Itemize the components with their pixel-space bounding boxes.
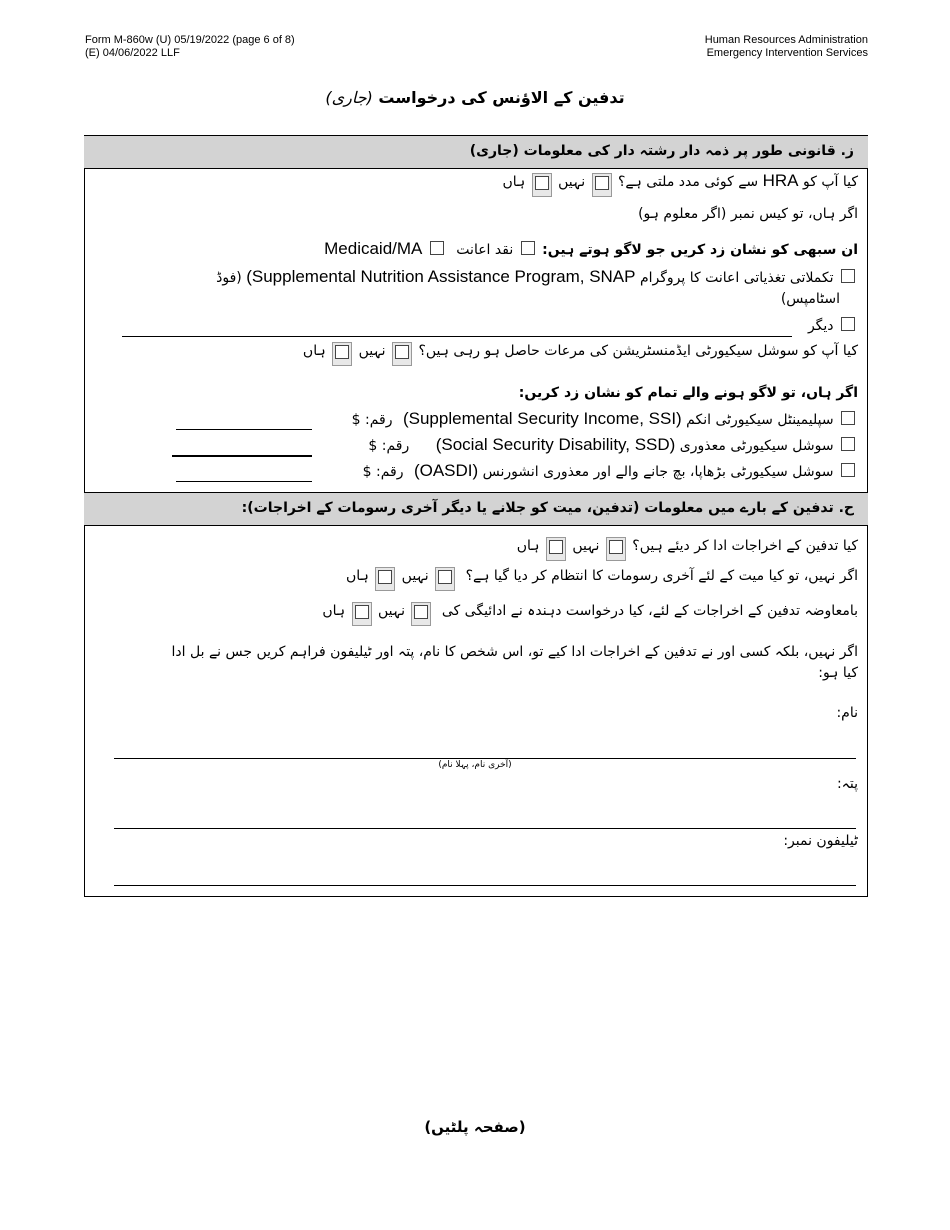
hra-yes-label: ہاں xyxy=(502,174,526,190)
arrangements-no-label: نہیں xyxy=(401,568,429,584)
ssa-no-label: نہیں xyxy=(358,343,386,359)
snap-row xyxy=(216,268,858,287)
section-h-heading xyxy=(84,492,868,526)
burial-paid-text: کیا تدفین کے اخراجات ادا کر دیئے ہیں؟ xyxy=(632,538,858,554)
phone-label: ٹیلیفون نمبر: xyxy=(783,833,858,849)
agency-name: Human Resources Administration xyxy=(704,34,868,46)
hra-no-checkbox[interactable] xyxy=(592,173,612,197)
section-h-title: ح. تدفین کے بارے میں معلومات (تدفین، میت کو جلانے یا دیگر آخری رسومات کے اخراجات): xyxy=(241,500,854,516)
section-z-heading xyxy=(84,135,868,169)
snap-label-line2: اسٹامپس) xyxy=(780,291,840,307)
turn-page-note: (صفحہ پلٹیں) xyxy=(424,1118,526,1136)
ssi-amount-line[interactable] xyxy=(176,429,312,430)
snap-label-food: (فوڈ xyxy=(216,270,242,286)
ssa-no-checkbox[interactable] xyxy=(392,342,412,366)
cash-assistance-label: نقد اعانت xyxy=(456,242,514,258)
benefits-row xyxy=(324,240,858,259)
other-input-line[interactable] xyxy=(122,336,792,337)
hra-q-text-b: سے کوئی مدد ملتی ہے؟ xyxy=(618,174,759,190)
snap-checkbox[interactable] xyxy=(841,269,855,283)
ssa-q-text: کیا آپ کو سوشل سیکیورٹی ایڈمنسٹریشن کی مرعات حاصل ہو رہی ہیں؟ xyxy=(418,343,858,359)
oasdi-label-english: (OASDI) xyxy=(413,461,479,480)
applicant-paid-text: بامعاوضہ تدفین کے اخراجات کے لئے، کیا درخواست دہندہ نے ادائیگی کی xyxy=(441,603,858,619)
medicaid-checkbox[interactable] xyxy=(430,241,444,255)
burial-paid-question xyxy=(517,537,858,561)
arrangements-question xyxy=(346,567,858,591)
ssd-amount-line[interactable] xyxy=(172,455,312,457)
arrangements-yes-checkbox[interactable] xyxy=(375,567,395,591)
title-main: تدفین کے الاؤنس کی درخواست xyxy=(378,88,625,107)
arrangements-no-checkbox[interactable] xyxy=(435,567,455,591)
ssd-label-english: (Social Security Disability, SSD) xyxy=(435,435,676,454)
arrangements-text: اگر نہیں، تو کیا میت کے لئے آخری رسومات کا انتظام کر دیا گیا ہے؟ xyxy=(465,568,858,584)
other-payer-instructions-2: کیا ہو: xyxy=(818,665,858,681)
form-revision: (E) 04/06/2022 LLF xyxy=(85,47,180,59)
oasdi-amount-label: رقم: $ xyxy=(362,464,404,480)
other-checkbox[interactable] xyxy=(841,317,855,331)
ssa-yes-checkbox[interactable] xyxy=(332,342,352,366)
other-label: دیگر xyxy=(807,318,834,334)
oasdi-label-urdu: سوشل سیکیورٹی بڑھاپا، بچ جانے والے اور معذوری انشورنس xyxy=(482,464,834,480)
applicant-paid-yes-checkbox[interactable] xyxy=(352,602,372,626)
other-row xyxy=(808,317,858,335)
name-label: نام: xyxy=(836,705,858,721)
applicant-paid-question xyxy=(322,602,858,626)
ssa-yes-label: ہاں xyxy=(302,343,326,359)
burial-paid-yes-label: ہاں xyxy=(516,538,540,554)
hra-q-text-a: کیا آپ کو xyxy=(802,174,858,190)
oasdi-row xyxy=(363,462,858,481)
snap-label-urdu: تکملاتی تغذیاتی اعانت کا پروگرام xyxy=(639,270,834,286)
applicant-paid-no-checkbox[interactable] xyxy=(411,602,431,626)
burial-paid-no-label: نہیں xyxy=(572,538,600,554)
ssi-row xyxy=(352,410,858,429)
cash-assistance-checkbox[interactable] xyxy=(521,241,535,255)
hra-question xyxy=(502,172,858,197)
ssd-amount-label: رقم: $ xyxy=(368,438,410,454)
ssa-question xyxy=(303,342,858,366)
address-label: پتہ: xyxy=(836,776,858,792)
case-number-label: اگر ہاں، تو کیس نمبر (اگر معلوم ہو) xyxy=(638,206,858,222)
title-continued: (جاری) xyxy=(325,88,373,107)
oasdi-checkbox[interactable] xyxy=(841,463,855,477)
form-id-block xyxy=(85,34,295,60)
burial-paid-no-checkbox[interactable] xyxy=(606,537,626,561)
form-id: Form M-860w (U) 05/19/2022 (page 6 of 8) xyxy=(85,34,295,46)
applicant-paid-no-label: نہیں xyxy=(378,603,405,619)
if-yes-mark-all: اگر ہاں، تو لاگو ہونے والے تمام کو نشان زد کریں: xyxy=(518,385,858,401)
name-input-line[interactable] xyxy=(114,758,856,759)
oasdi-amount-line[interactable] xyxy=(176,481,312,482)
hra-no-label: نہیں xyxy=(558,174,586,190)
ssd-label-urdu: سوشل سیکیورٹی معذوری xyxy=(679,438,834,454)
ssd-checkbox[interactable] xyxy=(841,437,855,451)
medicaid-label: Medicaid/MA xyxy=(324,239,423,258)
section-z-title: ز. قانونی طور پر ذمہ دار رشتہ دار کی معلومات (جاری) xyxy=(469,143,854,159)
ssi-amount-label: رقم: $ xyxy=(351,412,393,428)
mark-all-label: ان سبھی کو نشان زد کریں جو لاگو ہوتے ہیں: xyxy=(542,242,858,258)
other-payer-instructions: اگر نہیں، بلکہ کسی اور نے تدفین کے اخراجات ادا کیے تو، اس شخص کا نام، پتہ اور ٹیلیفون فراہم کریں جس نے بل ادا xyxy=(171,644,858,660)
hra-q-acronym: HRA xyxy=(762,171,799,190)
ssi-label-urdu: سپلیمینٹل سیکیورٹی انکم xyxy=(686,412,834,428)
burial-paid-yes-checkbox[interactable] xyxy=(546,537,566,561)
snap-label-english: (Supplemental Nutrition Assistance Program, SNAP xyxy=(246,267,636,286)
agency-block xyxy=(705,34,868,60)
ssd-row xyxy=(368,436,858,455)
phone-input-line[interactable] xyxy=(114,885,856,886)
name-format-hint: (آخری نام، پہلا نام) xyxy=(438,760,512,770)
ssi-checkbox[interactable] xyxy=(841,411,855,425)
ssi-label-english: (Supplemental Security Income, SSI) xyxy=(402,409,682,428)
applicant-paid-yes-label: ہاں xyxy=(322,603,346,619)
address-input-line[interactable] xyxy=(114,828,856,829)
hra-yes-checkbox[interactable] xyxy=(532,173,552,197)
division-name: Emergency Intervention Services xyxy=(706,47,868,59)
page-title xyxy=(0,88,950,107)
arrangements-yes-label: ہاں xyxy=(346,568,369,584)
